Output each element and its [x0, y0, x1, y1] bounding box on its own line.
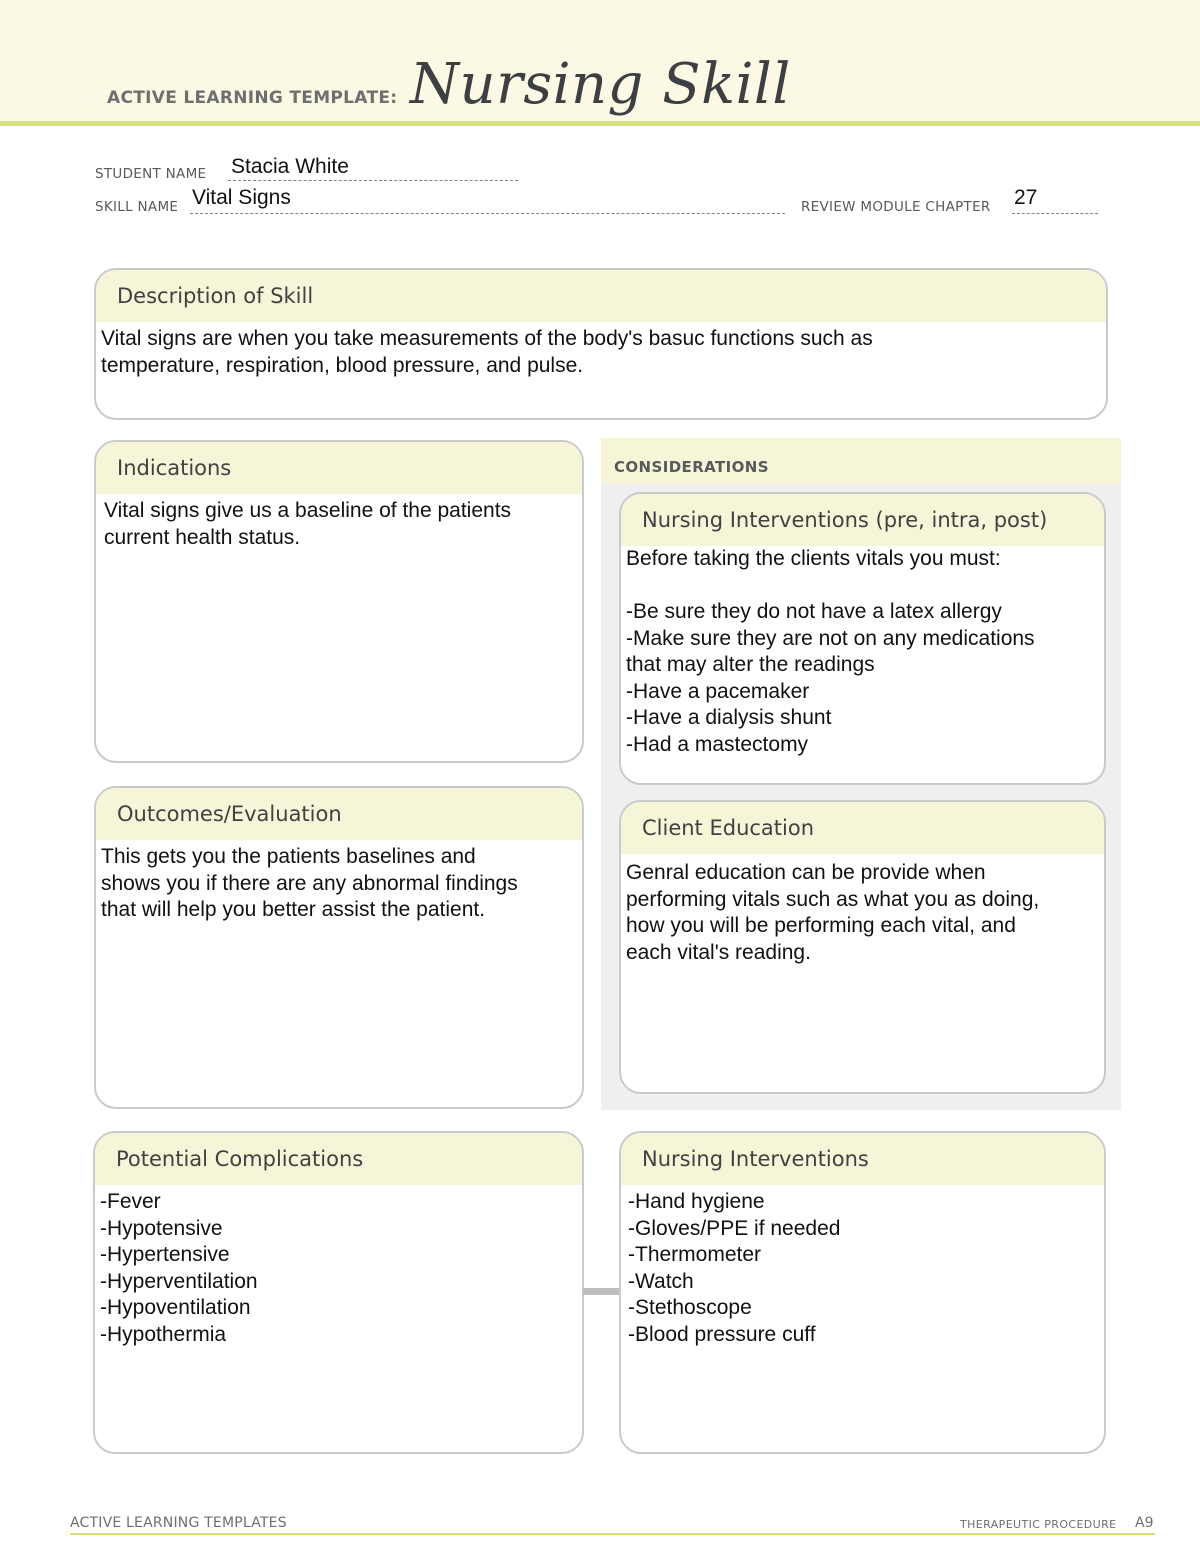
template-label: ACTIVE LEARNING TEMPLATE: — [107, 88, 398, 108]
client-education-panel — [619, 800, 1106, 1094]
outcomes-field[interactable]: This gets you the patients baselines and shows you if there are any abnormal findings that will help you better assist the patient. — [101, 845, 518, 921]
indications-title: Indications — [96, 442, 582, 494]
nursing-interventions-title: Nursing Interventions — [621, 1133, 1104, 1185]
review-module-label: REVIEW MODULE CHAPTER — [801, 199, 991, 215]
client-education-field[interactable]: Genral education can be provide when performing vitals such as what you as doing, how you will be performing each vital, and each vital's reading. — [626, 861, 1040, 964]
complications-title: Potential Complications — [95, 1133, 582, 1185]
outcomes-panel — [94, 786, 584, 1109]
skill-name-field[interactable]: Vital Signs — [192, 186, 291, 209]
skill-name-label: SKILL NAME — [95, 199, 179, 215]
indications-panel — [94, 440, 584, 763]
outcomes-title: Outcomes/Evaluation — [96, 788, 582, 840]
panel-connector — [583, 1288, 621, 1295]
header-rule — [0, 121, 1200, 126]
description-title: Description of Skill — [96, 270, 1106, 322]
complications-field[interactable]: -Fever -Hypotensive -Hypertensive -Hyperventilation -Hypoventilation -Hypothermia — [100, 1190, 258, 1346]
nursing-interventions-field[interactable]: -Hand hygiene -Gloves/PPE if needed -Thermometer -Watch -Stethoscope -Blood pressure cuff — [628, 1190, 841, 1346]
complications-panel — [93, 1131, 584, 1454]
skill-name-line — [190, 213, 785, 214]
description-panel — [94, 268, 1108, 420]
review-module-field[interactable]: 27 — [1014, 186, 1038, 209]
nursing-interventions-ppp-field[interactable]: Before taking the clients vitals you must: -Be sure they do not have a latex allergy -Make sure they are not on any medications that may alter the readings -Have a pacemaker -Have a dialysis shunt -Had a mastectomy — [626, 547, 1035, 756]
indications-field[interactable]: Vital signs give us a baseline of the patients current health status. — [104, 499, 512, 549]
footer-rule — [70, 1533, 1155, 1535]
considerations-label: CONSIDERATIONS — [614, 458, 769, 476]
footer-page-number: A9 — [1135, 1515, 1154, 1531]
nursing-interventions-panel — [619, 1131, 1106, 1454]
review-module-line — [1012, 213, 1098, 214]
nursing-interventions-ppp-panel — [619, 492, 1106, 785]
description-field[interactable]: Vital signs are when you take measurements of the body's basuc functions such as temperature, respiration, blood pressure, and pulse. — [101, 327, 873, 377]
client-education-title: Client Education — [621, 802, 1104, 854]
student-name-line — [228, 180, 518, 181]
template-title: Nursing Skill — [410, 52, 791, 117]
nursing-interventions-ppp-title: Nursing Interventions (pre, intra, post) — [621, 494, 1104, 546]
footer-left-label: ACTIVE LEARNING TEMPLATES — [70, 1515, 287, 1531]
student-name-label: STUDENT NAME — [95, 166, 207, 182]
student-name-field[interactable]: Stacia White — [231, 155, 349, 178]
footer-right-label: THERAPEUTIC PROCEDURE — [960, 1518, 1117, 1531]
